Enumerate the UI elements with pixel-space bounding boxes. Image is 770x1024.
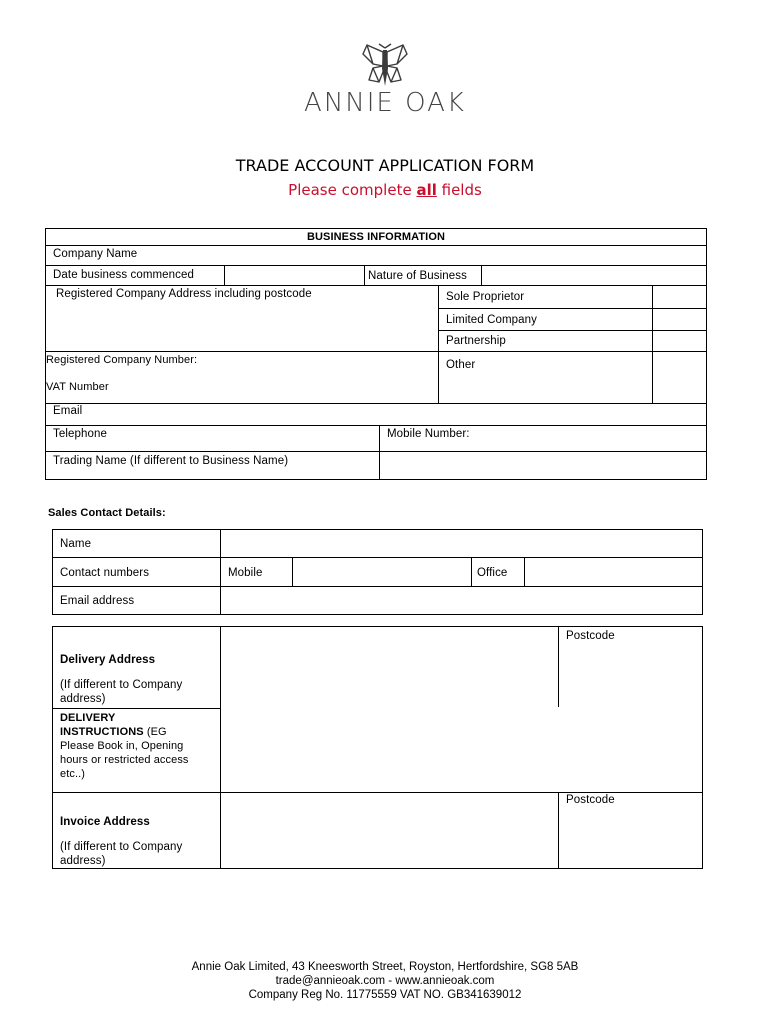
sales-office-label: Office — [477, 567, 508, 579]
invoice-postcode-field[interactable] — [559, 810, 702, 868]
registered-number-field[interactable] — [205, 353, 435, 373]
other-checkbox[interactable] — [653, 352, 706, 402]
mobile-number-field[interactable] — [480, 426, 705, 450]
registered-number-label: Registered Company Number: — [46, 354, 198, 366]
invoice-address-title: Invoice Address — [60, 816, 150, 828]
sole-proprietor-label: Sole Proprietor — [446, 291, 525, 303]
delivery-instructions-field[interactable] — [221, 709, 702, 791]
registered-address-field[interactable] — [50, 303, 435, 349]
limited-company-label: Limited Company — [446, 314, 537, 326]
sales-mobile-label: Mobile — [228, 567, 263, 579]
logo-text: ANNIE OAK — [304, 88, 466, 118]
date-commenced-label: Date business commenced — [53, 269, 195, 281]
vat-number-label: VAT Number — [46, 381, 109, 393]
mobile-number-label: Mobile Number: — [387, 428, 470, 440]
sales-office-field[interactable] — [525, 558, 702, 586]
nature-of-business-label: Nature of Business — [368, 270, 467, 282]
delivery-postcode-field[interactable] — [559, 645, 702, 707]
contact-numbers-label: Contact numbers — [60, 567, 150, 579]
form-title: TRADE ACCOUNT APPLICATION FORM — [235, 156, 535, 175]
footer-registration: Company Reg No. 11775559 VAT NO. GB341639012 — [248, 989, 522, 1001]
delivery-address-field[interactable] — [221, 627, 557, 707]
sole-proprietor-checkbox[interactable] — [653, 286, 706, 308]
subtitle-suffix: fields — [436, 181, 482, 199]
email-label: Email — [53, 405, 83, 417]
vat-number-field[interactable] — [120, 378, 435, 400]
partnership-label: Partnership — [446, 335, 506, 347]
delivery-address-title: Delivery Address — [60, 654, 156, 666]
delivery-instructions-label — [60, 711, 200, 781]
company-name-label: Company Name — [53, 248, 138, 260]
sales-contact-heading: Sales Contact Details: — [48, 507, 166, 519]
delivery-instructions-note: (EG Please Book in, Opening hours or restricted access etc..) — [60, 726, 189, 780]
sales-email-label: Email address — [60, 595, 135, 607]
footer — [0, 960, 770, 1002]
telephone-label: Telephone — [53, 428, 107, 440]
sales-name-field[interactable] — [221, 530, 702, 557]
delivery-instructions-title: DELIVERY INSTRUCTIONS — [60, 712, 144, 738]
email-field[interactable] — [95, 404, 705, 424]
business-info-heading: BUSINESS INFORMATION — [306, 231, 446, 243]
subtitle-prefix: Please complete — [288, 181, 417, 199]
invoice-postcode-label: Postcode — [566, 794, 615, 806]
other-label: Other — [446, 359, 476, 371]
limited-company-checkbox[interactable] — [653, 309, 706, 330]
footer-address: Annie Oak Limited, 43 Kneesworth Street, Royston, Hertfordshire, SG8 5AB — [191, 961, 579, 973]
butterfly-icon — [355, 42, 415, 88]
sales-email-field[interactable] — [221, 587, 702, 614]
sales-name-label: Name — [60, 538, 92, 550]
trading-name-field[interactable] — [381, 452, 705, 479]
form-subtitle — [0, 181, 770, 199]
date-commenced-field[interactable] — [225, 266, 363, 285]
telephone-field[interactable] — [130, 426, 378, 450]
subtitle-emphasis: all — [416, 181, 437, 199]
delivery-postcode-label: Postcode — [566, 630, 615, 642]
partnership-checkbox[interactable] — [653, 331, 706, 351]
invoice-address-note: (If different to Company address) — [60, 841, 183, 867]
company-name-field[interactable] — [160, 246, 705, 264]
footer-contact: trade@annieoak.com - www.annieoak.com — [275, 975, 495, 987]
sales-mobile-field[interactable] — [293, 558, 470, 586]
delivery-address-note: (If different to Company address) — [60, 679, 183, 705]
invoice-address-field[interactable] — [221, 793, 557, 868]
logo — [0, 38, 770, 123]
registered-address-label: Registered Company Address including postcode — [56, 288, 312, 300]
trading-name-label: Trading Name (If different to Business Name) — [53, 455, 289, 467]
